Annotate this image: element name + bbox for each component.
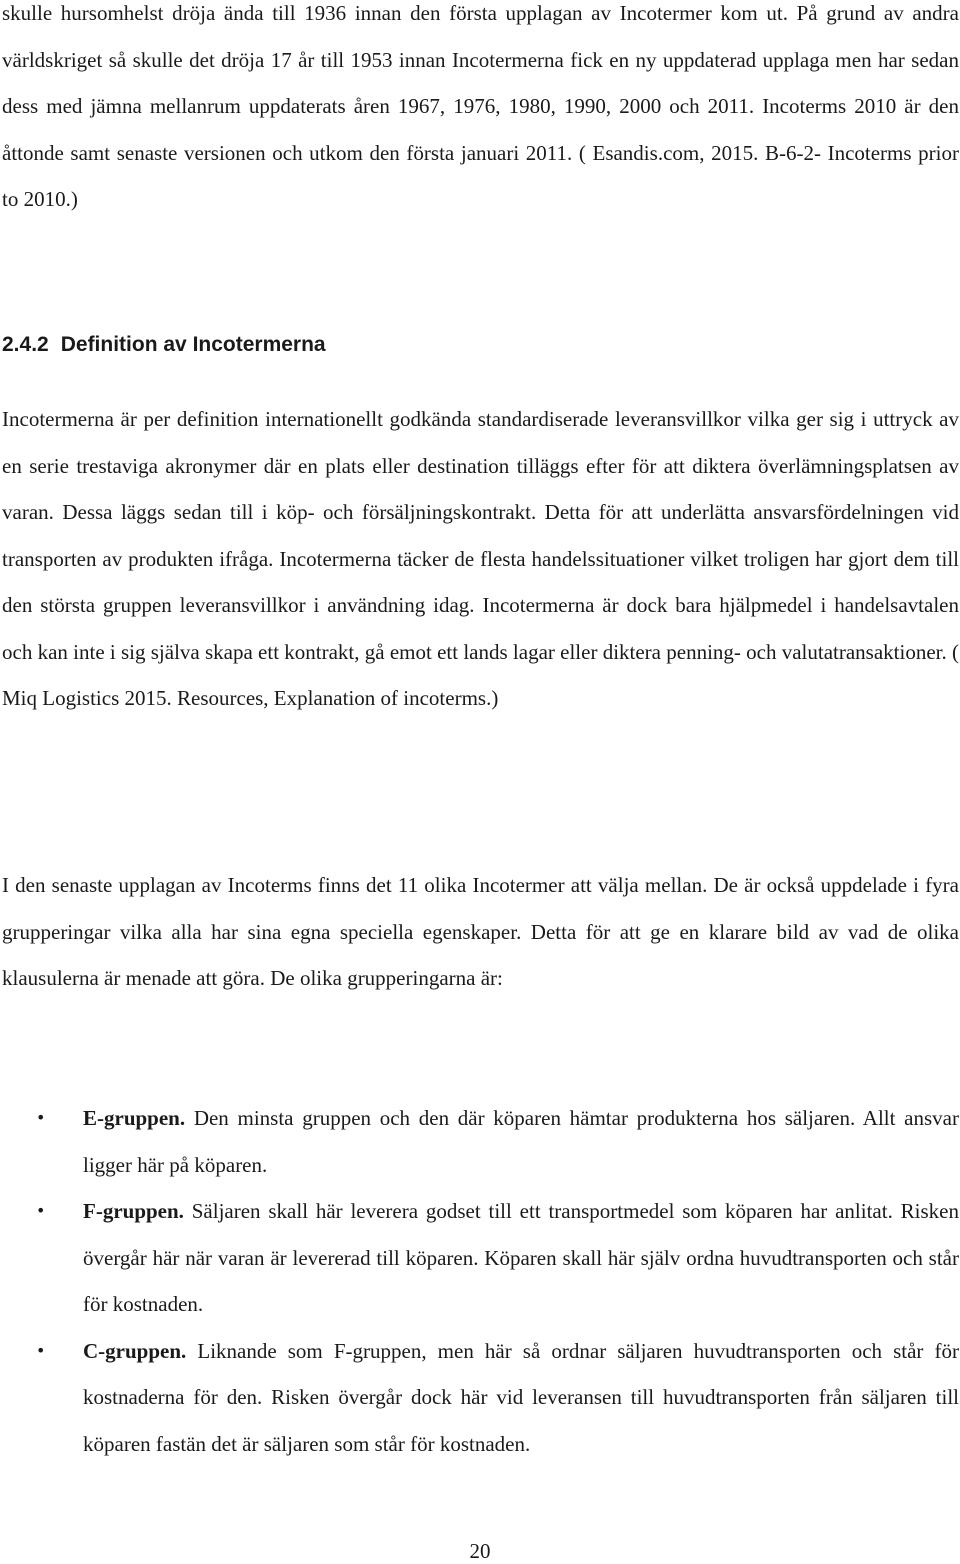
group-term: F-gruppen. xyxy=(83,1199,184,1223)
group-term: C-gruppen. xyxy=(83,1338,187,1363)
document-page xyxy=(2,0,959,1456)
group-list xyxy=(2,1095,959,1467)
bullet-icon: • xyxy=(36,1108,46,1127)
list-item xyxy=(2,1328,959,1468)
list-item xyxy=(2,1188,959,1328)
list-item xyxy=(2,1095,959,1188)
groups-intro-paragraph: I den senaste upplagan av Incoterms finns det 11 olika Incotermer att välja mellan. De är också uppdelade i fyra grupperingar vilka alla har sina egna speciella egenskaper. Detta för att ge en klarare bild av vad de olika klausulerna är menade att göra. De olika grupperingarna är: xyxy=(2,873,959,990)
section-number: 2.4.2 xyxy=(2,333,49,356)
section-title: Definition av Incotermerna xyxy=(60,333,326,356)
group-term: E-gruppen. xyxy=(83,1106,186,1130)
definition-block xyxy=(2,396,959,722)
group-description: Den minsta gruppen och den där köparen hämtar produkterna hos säljaren. Allt ansvar ligger här på köparen. xyxy=(83,1106,959,1177)
bullet-icon: • xyxy=(36,1340,46,1360)
intro-paragraph: skulle hursomhelst dröja ända till 1936 innan den första upplagan av Incotermer kom ut. På grund av andra världskriget så skulle det dröja 17 år till 1953 innan Incotermerna fick en ny uppdaterad upplaga men har sedan dess med jämna mellanrum uppdaterats åren 1967, 1976, 1980, 1990, 2000 och 2011. Incoterms 2010 är den åttonde samt senaste versionen och utkom den första januari 2011. ( Esandis.com, 2015. B-6-2- Incoterms prior to 2010.) xyxy=(2,1,959,211)
section-heading xyxy=(2,330,326,360)
groups-intro-block xyxy=(2,862,959,1002)
definition-paragraph: Incotermerna är per definition internationellt godkända standardiserade leveransvillkor vilka ger sig i uttryck av en serie trestaviga akronymer där en plats eller destination tilläggs efter för att diktera överlämningsplatsen av varan. Dessa läggs sedan till i köp- och försäljningskontrakt. Detta för att underlätta ansvarsfördelningen vid transporten av produkten ifråga. Incotermerna täcker de flesta handelssituationer vilket troligen har gjort dem till den största gruppen leveransvillkor i användning idag. Incotermerna är dock bara hjälpmedel i handelsavtalen och kan inte i sig själva skapa ett kontrakt, gå emot ett lands lagar eller diktera penning- och valutatransaktioner. ( Miq Logistics 2015. Resources, Explanation of incoterms.) xyxy=(2,407,959,710)
group-description: Säljaren skall här leverera godset till ett transportmedel som köparen har anlitat. Risken övergår här när varan är levererad till köparen. Köparen skall här själv ordna huvudtransporten och står för kostnaden. xyxy=(83,1199,959,1316)
bullet-icon: • xyxy=(36,1201,46,1220)
group-description: Liknande som F-gruppen, men här så ordnar säljaren huvudtransporten och står för kostnaderna för den. Risken övergår dock här vid leveransen till huvudtransporten från säljaren till köparen fastän det är säljaren som står för kostnaden. xyxy=(83,1338,959,1456)
page-number: 20 xyxy=(469,1539,491,1563)
